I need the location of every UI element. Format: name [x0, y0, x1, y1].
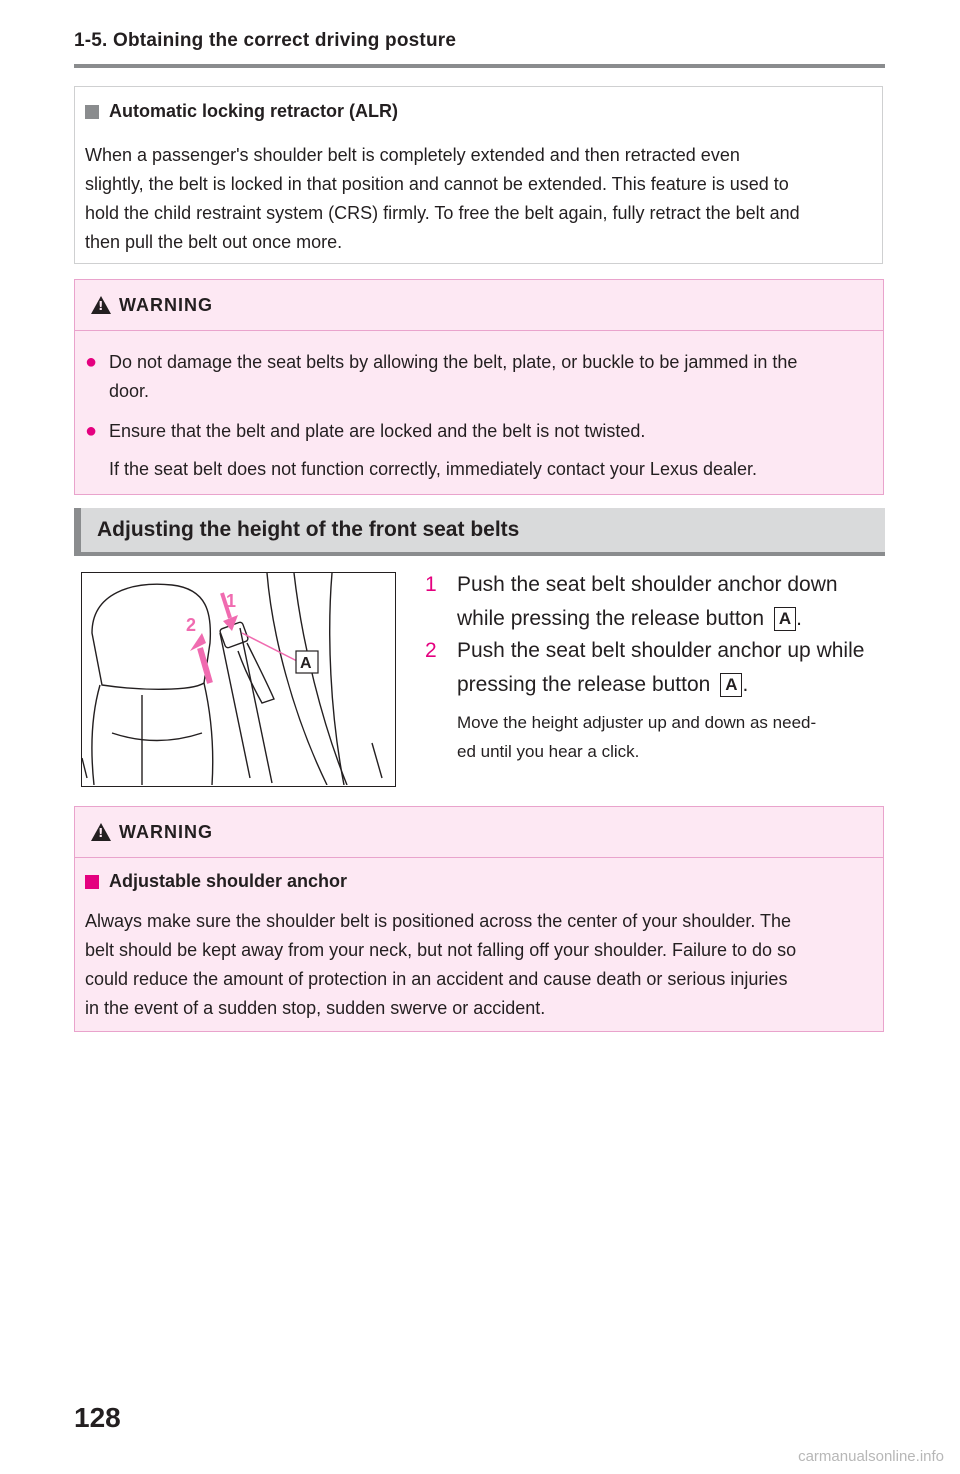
warning-box-1 — [74, 279, 884, 495]
alr-title: Automatic locking retractor (ALR) — [109, 101, 399, 121]
square-bullet-icon — [85, 105, 99, 119]
step-note-line: Move the height adjuster up and down as need- — [457, 713, 817, 732]
warning-line: could reduce the amount of protection in an accident and cause death or serious injuries — [85, 969, 788, 989]
step-line-text: while pressing the release button — [457, 607, 765, 630]
warning-body — [85, 907, 875, 1023]
step-note-line: ed until you hear a click. — [457, 742, 640, 761]
seat-belt-illustration — [81, 572, 396, 787]
step-number: 1 — [425, 573, 437, 596]
page-number: 128 — [74, 1402, 121, 1433]
step-line: Push the seat belt shoulder anchor down — [457, 573, 838, 596]
step-line-2 — [457, 668, 864, 702]
alr-line: slightly, the belt is locked in that position and cannot be extended. This feature is used to — [85, 174, 789, 194]
watermark: carmanualsonline.info — [798, 1448, 944, 1465]
step-line-text: pressing the release button — [457, 673, 711, 696]
alr-line: then pull the belt out once more. — [85, 232, 343, 252]
seat-belt-drawing — [82, 573, 394, 785]
alr-body — [85, 141, 875, 257]
warning-title: WARNING — [119, 294, 213, 315]
warning-bullet-line: door. — [109, 381, 150, 401]
step-line: Push the seat belt shoulder anchor up while — [457, 639, 865, 662]
step-note — [457, 708, 887, 766]
alr-note-box — [74, 86, 883, 264]
warning-bullet-text: Ensure that the belt and plate are locked and the belt is not twisted. — [109, 421, 646, 441]
step-2 — [425, 634, 885, 702]
warning-triangle-icon — [91, 823, 111, 841]
warning-title: WARNING — [119, 821, 213, 842]
warning-bullet — [85, 417, 875, 484]
warning-line: in the event of a sudden stop, sudden swerve or accident. — [85, 998, 546, 1018]
illus-label-2: 2 — [186, 615, 197, 635]
warning-header — [75, 280, 883, 331]
warning-header — [75, 807, 883, 858]
step-number: 2 — [425, 639, 437, 662]
illus-label-1: 1 — [226, 591, 237, 611]
bullet-dot-icon: ● — [85, 420, 98, 442]
section-heading: Adjusting the height of the front seat belts — [74, 508, 885, 556]
section-header: 1-5. Obtaining the correct driving posture — [74, 30, 457, 51]
warning-bullet — [85, 348, 875, 406]
alr-line: When a passenger's shoulder belt is completely extended and then retracted even — [85, 145, 740, 165]
step-end: . — [796, 607, 802, 630]
warning-subtitle: Adjustable shoulder anchor — [109, 871, 348, 891]
step-end: . — [742, 673, 749, 696]
alr-line: hold the child restraint system (CRS) firmly. To free the belt again, fully retract the belt and — [85, 203, 800, 223]
label-a-badge: A — [720, 673, 742, 697]
label-a-badge: A — [774, 607, 796, 631]
warning-line: Always make sure the shoulder belt is positioned across the center of your shoulder. The — [85, 911, 792, 931]
warning-triangle-icon — [91, 296, 111, 314]
alr-title-row — [85, 101, 398, 122]
step-1 — [425, 568, 885, 636]
step-line-2 — [457, 602, 838, 636]
warning-bullet-line: Do not damage the seat belts by allowing the belt, plate, or buckle to be jammed in the — [109, 352, 798, 372]
warning-subtitle-row — [85, 871, 347, 892]
illus-label-a: A — [300, 655, 312, 672]
header-rule — [74, 64, 885, 68]
bullet-dot-icon: ● — [85, 351, 98, 373]
warning-line: belt should be kept away from your neck, but not falling off your shoulder. Failure to do so — [85, 940, 797, 960]
warning-bullet-subtext: If the seat belt does not function correctly, immediately contact your Lexus dealer. — [109, 459, 758, 479]
square-bullet-icon — [85, 875, 99, 889]
warning-box-2 — [74, 806, 884, 1032]
